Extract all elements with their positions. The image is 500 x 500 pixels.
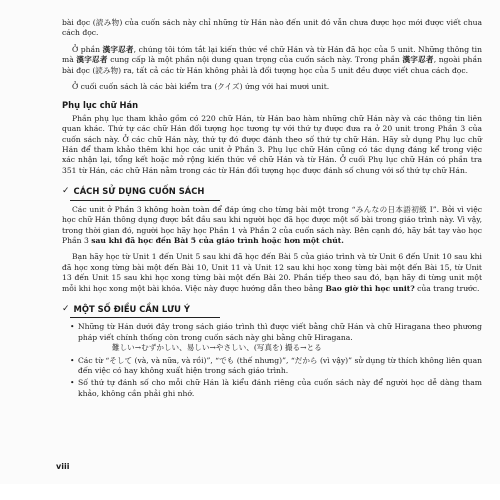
kanji-ninja-term: 漢字忍者	[402, 55, 434, 65]
intro-text: , chúng tôi tóm tắt lại kiến thức về chữ Hán và từ Hán đã học của 5 unit. Những thông tin mà	[62, 44, 482, 65]
usage-heading-text: CÁCH SỬ DỤNG CUỐN SÁCH	[73, 186, 205, 197]
intro-paragraph-1: bài đọc (読み物) của cuốn sách này chỉ những từ Hán nào đến unit đó vẫn chưa được học mới được viết chua cách đọc.	[62, 18, 482, 38]
heading-underline	[70, 317, 220, 318]
heading-underline	[70, 200, 220, 201]
usage-paragraph-1	[62, 205, 482, 247]
note-example: 難しい→むずかしい、易しい→やさしい、(写真を) 撮る→とる	[112, 343, 322, 353]
intro-text: cung cấp là một phần nội dung quan trọng của cuốn sách này. Trong phần	[107, 55, 403, 65]
notes-list	[62, 322, 482, 399]
list-item: • Số thứ tự đánh số cho mỗi chữ Hán là kiểu đánh riêng của cuốn sách này để người học dễ dàng tham khảo, không cần phải ghi nhớ.	[70, 378, 482, 399]
usage-bold-text: sau khi đã học đến Bài 5 của giáo trình hoặc hơn một chút.	[91, 235, 344, 245]
intro-text: Ở phần	[72, 44, 103, 54]
appendix-heading: Phụ lục chữ Hán	[62, 100, 139, 111]
intro-paragraph-3: Ở cuối cuốn sách là các bài kiểm tra (クイズ) ứng với hai mươi unit.	[72, 82, 330, 92]
checkmark-bullet-icon: ✓	[62, 303, 70, 314]
usage-text: Bạn hãy học từ Unit 1 đến Unit 5 sau khi đã học đến Bài 5 của giáo trình và từ Unit 6 đến Unit 10 sau khi đã học xong từng bài một đến Bài 10, Unit 11 và Unit 12 sau khi học xong từng bài một đến Bài 15, từ Unit 13 đến Unit 15 sau khi học xong từng bài một đến Bài 20. Phần tiếp theo sau đó, bạn hãy đi từng unit một mỗi khi học xong một bài khóa. Việc này được hướng dẫn theo bảng	[62, 252, 482, 293]
usage-text: Các unit ở Phần 3 không hoàn toàn để đáp ứng cho từng bài một trong “みんなの日本語初級 I”. Bởi vì việc học chữ Hán thông dụng được bắt đầu sau khi người học đã học được một số bài trong giáo trình này. Vì vậy, trong thời gian đó, người học hãy học Phần 1 và Phần 2 của cuốn sách này. Bên cạnh đó, hãy bắt tay vào học Phần 3	[62, 204, 482, 245]
usage-heading	[62, 186, 482, 196]
notes-heading	[62, 304, 482, 314]
page-number: viii	[56, 462, 70, 471]
checkmark-bullet-icon: ✓	[62, 185, 70, 196]
intro-paragraph-2	[62, 45, 482, 76]
usage-paragraph-2	[62, 252, 482, 294]
note-text: Những từ Hán dưới đây trong sách giáo trình thì được viết bằng chữ Hán và chữ Hiragana theo phương pháp viết chính thống còn trong cuốn sách này ghi bằng chữ Hiragana.	[78, 322, 482, 342]
notes-heading-text: MỘT SỐ ĐIỀU CẦN LƯU Ý	[73, 303, 190, 314]
usage-bold-text: Bao giờ thì học unit?	[325, 283, 415, 293]
page-content	[62, 18, 482, 401]
list-item	[70, 322, 482, 353]
usage-text: của trang trước.	[414, 283, 480, 293]
page-margin	[0, 484, 500, 500]
kanji-ninja-term: 漢字忍者	[102, 44, 134, 54]
list-item: • Các từ “そして (và, và nữa, và rồi)”, “でも (thế nhưng)”, “だから (vì vậy)” sử dụng từ thích không liên quan đến việc có hay không xuất hiện trong sách giáo trình.	[70, 356, 482, 377]
kanji-ninja-term: 漢字忍者	[76, 55, 108, 65]
appendix-paragraph: Phần phụ lục tham khảo gồm có 220 chữ Hán, từ Hán bao hàm những chữ Hán này và các thông tin liên quan khác. Thứ tự các chữ Hán đối tượng học tương tự với thứ tự được đưa ra ở 20 unit trong Phần 3 của cuốn sách này. Ở các chữ Hán này, thứ tự đó được đánh theo số thứ tự chữ Hán. Hãy sử dụng Phụ lục chữ Hán để tham khảo thêm khi học các unit ở Phần 3. Phụ lục chữ Hán cũng có tác dụng đáng kể trong việc xác nhận lại, tổng kết hoặc mở rộng kiến thức về chữ Hán và từ Hán. Ở cuối Phụ lục chữ Hán có phần tra 351 từ Hán, các chữ Hán nằm trong các từ Hán đối tượng học được đánh số chung với số thứ tự chữ Hán.	[62, 113, 482, 175]
intro-text: , ngoài phần bài đọc (読み物) ra, tất cả các từ Hán không phải là đối tượng học của 5 unit đều được viết chua cách đọc.	[62, 55, 482, 75]
